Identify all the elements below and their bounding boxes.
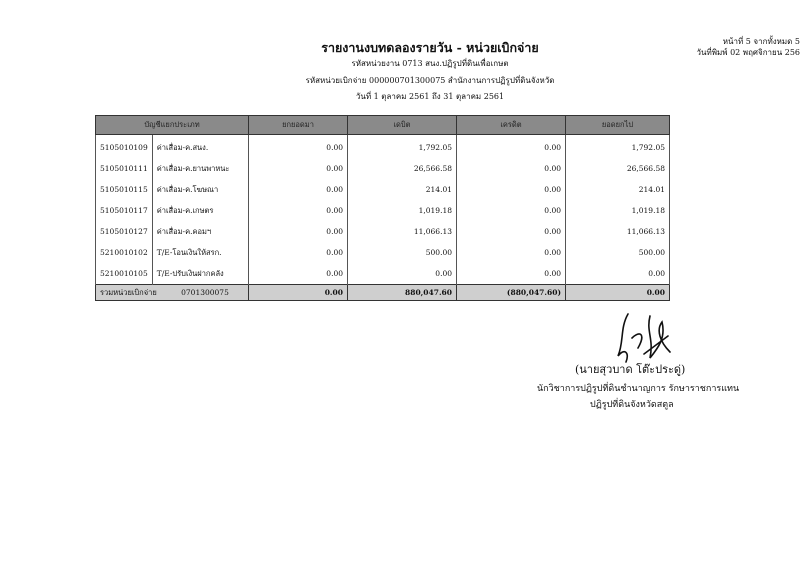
- table-row: [96, 158, 670, 179]
- carried-forward-cell: 500.00: [566, 242, 670, 263]
- carried-forward-cell: 26,566.58: [566, 158, 670, 179]
- credit-cell: 0.00: [457, 221, 566, 242]
- brought-forward-cell: 0.00: [249, 200, 348, 221]
- carried-forward-cell: 1,792.05: [566, 135, 670, 159]
- account-name: ค่าเสื่อม-ค.สนง.: [152, 135, 248, 159]
- total-unit-code: 0701300075: [181, 287, 229, 297]
- report-title: รายงานงบทดลองรายวัน - หน่วยเบิกจ่าย: [321, 40, 539, 55]
- col-debit: เดบิต: [348, 116, 457, 135]
- account-code: 5105010127: [96, 221, 153, 242]
- table-body: [96, 135, 670, 285]
- account-name: T/E-ปรับเงินฝากคลัง: [152, 263, 248, 285]
- signer-position: นักวิชาการปฏิรูปที่ดินชำนาญการ รักษาราชการแทน: [537, 384, 740, 394]
- debit-cell: 500.00: [348, 242, 457, 263]
- account-code: 5105010111: [96, 158, 153, 179]
- agency-line: รหัสหน่วยงาน 0713 สนง.ปฏิรูปที่ดินเพื่อเกษต: [351, 59, 509, 68]
- account-code: 5105010109: [96, 135, 153, 159]
- carried-forward-cell: 11,066.13: [566, 221, 670, 242]
- credit-cell: 0.00: [457, 263, 566, 285]
- carried-forward-cell: 1,019.18: [566, 200, 670, 221]
- credit-cell: 0.00: [457, 179, 566, 200]
- disbursing-unit-line: รหัสหน่วยเบิกจ่าย 000000701300075 สำนักงานการปฏิรูปที่ดินจังหวัด: [305, 76, 555, 85]
- print-date: วันที่พิมพ์ 02 พฤศจิกายน 256: [696, 48, 800, 57]
- total-debit: 880,047.60: [348, 285, 457, 301]
- signature-scribble: [610, 308, 680, 368]
- signer-office: ปฏิรูปที่ดินจังหวัดสตูล: [590, 400, 674, 410]
- date-range: วันที่ 1 ตุลาคม 2561 ถึง 31 ตุลาคม 2561: [355, 92, 505, 101]
- credit-cell: 0.00: [457, 242, 566, 263]
- trial-balance-table: [95, 115, 670, 301]
- col-credit: เครดิต: [457, 116, 566, 135]
- account-code: 5210010102: [96, 242, 153, 263]
- table-row: [96, 242, 670, 263]
- debit-cell: 214.01: [348, 179, 457, 200]
- credit-cell: 0.00: [457, 158, 566, 179]
- total-carried: 0.00: [566, 285, 670, 301]
- account-name: ค่าเสื่อม-ค.เกษตร: [152, 200, 248, 221]
- debit-cell: 1,792.05: [348, 135, 457, 159]
- debit-cell: 26,566.58: [348, 158, 457, 179]
- account-code: 5105010115: [96, 179, 153, 200]
- total-label: [96, 285, 249, 301]
- brought-forward-cell: 0.00: [249, 158, 348, 179]
- page-info: [660, 36, 800, 58]
- account-code: 5105010117: [96, 200, 153, 221]
- col-account: บัญชีแยกประเภท: [96, 116, 249, 135]
- table-row: [96, 200, 670, 221]
- table-row: [96, 221, 670, 242]
- account-name: ค่าเสื่อม-ค.ยานพาหนะ: [152, 158, 248, 179]
- signer-name: (นายสุวบาด โต๊ะประดู่): [575, 363, 686, 376]
- page-number: หน้าที่ 5 จากทั้งหมด 5: [722, 37, 800, 46]
- credit-cell: 0.00: [457, 200, 566, 221]
- col-carried-forward: ยอดยกไป: [566, 116, 670, 135]
- table-header-row: [96, 116, 670, 135]
- debit-cell: 1,019.18: [348, 200, 457, 221]
- brought-forward-cell: 0.00: [249, 135, 348, 159]
- table-row: [96, 179, 670, 200]
- table-row: [96, 263, 670, 285]
- table-row: [96, 135, 670, 159]
- col-brought-forward: ยกยอดมา: [249, 116, 348, 135]
- account-name: T/E-โอนเงินให้สรก.: [152, 242, 248, 263]
- total-brought: 0.00: [249, 285, 348, 301]
- total-row: [96, 285, 670, 301]
- brought-forward-cell: 0.00: [249, 179, 348, 200]
- carried-forward-cell: 214.01: [566, 179, 670, 200]
- debit-cell: 11,066.13: [348, 221, 457, 242]
- total-credit: (880,047.60): [457, 285, 566, 301]
- credit-cell: 0.00: [457, 135, 566, 159]
- account-name: ค่าเสื่อม-ค.คอมฯ: [152, 221, 248, 242]
- account-code: 5210010105: [96, 263, 153, 285]
- brought-forward-cell: 0.00: [249, 221, 348, 242]
- account-name: ค่าเสื่อม-ค.โฆษณา: [152, 179, 248, 200]
- carried-forward-cell: 0.00: [566, 263, 670, 285]
- brought-forward-cell: 0.00: [249, 263, 348, 285]
- brought-forward-cell: 0.00: [249, 242, 348, 263]
- debit-cell: 0.00: [348, 263, 457, 285]
- total-label-text: รวมหน่วยเบิกจ่าย: [100, 287, 157, 297]
